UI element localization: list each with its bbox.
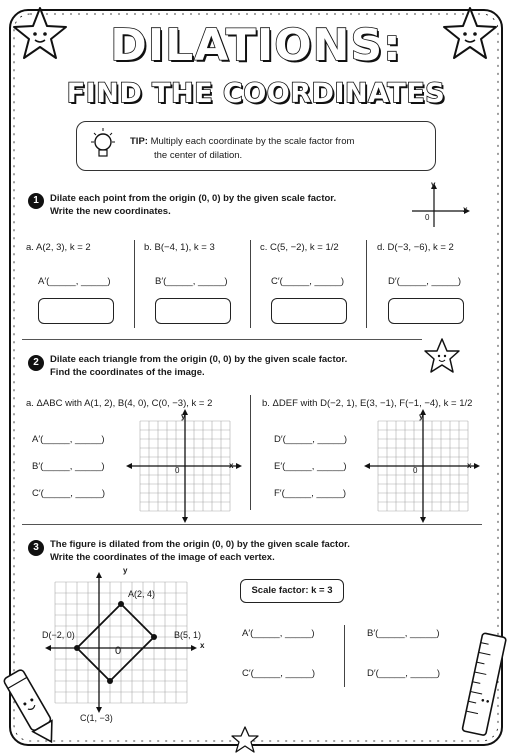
scale-factor-box: Scale factor: k = 3 (240, 579, 344, 603)
divider (250, 240, 251, 328)
figure-grid (55, 582, 187, 703)
answer-c-prime[interactable]: C′(_____, _____) (271, 276, 345, 287)
section2-instruction-line1: Dilate each triangle from the origin (0, 0) by the given scale factor. (50, 354, 348, 365)
vertex-label-d: D(−2, 0) (42, 630, 75, 640)
y-axis-label: y (419, 412, 424, 421)
page-subtitle: FIND THE COORDINATES (66, 78, 446, 109)
section1-instruction-line2: Write the new coordinates. (50, 206, 171, 217)
answer-b-prime[interactable]: B′(_____, _____) (155, 276, 228, 287)
section2-instruction-line2: Find the coordinates of the image. (50, 367, 205, 378)
x-axis-label: x (467, 461, 472, 470)
y-axis-label: y (181, 412, 186, 421)
vertex-label-b: B(5, 1) (174, 630, 202, 640)
divider (366, 240, 367, 328)
star-icon (230, 725, 260, 755)
answer-d-prime[interactable]: D′(_____, _____) (388, 276, 462, 287)
page-title: DILATIONS: (110, 20, 402, 71)
vertex-label-a: A(2, 4) (128, 589, 156, 599)
coordinate-grid (140, 421, 230, 511)
answer-a-prime[interactable]: A′(_____, _____) (242, 628, 315, 639)
answer-c-prime[interactable]: C′(_____, _____) (242, 668, 316, 679)
answer-box[interactable] (38, 298, 114, 324)
y-axis-label: y (123, 566, 128, 575)
tip-line-1: Multiply each coordinate by the scale factor from (150, 136, 355, 147)
answer-box[interactable] (155, 298, 231, 324)
pencil-icon (4, 660, 54, 750)
answer-a-prime[interactable]: A′(_____, _____) (38, 276, 111, 287)
vertex-point-c (107, 678, 113, 684)
answer-b-prime[interactable]: B′(_____, _____) (32, 461, 105, 472)
answer-f-prime[interactable]: F′(_____, _____) (274, 488, 347, 499)
answer-e-prime[interactable]: E′(_____, _____) (274, 461, 347, 472)
lightbulb-icon (88, 127, 118, 163)
mini-axes (410, 183, 470, 229)
answer-c-prime[interactable]: C′(_____, _____) (32, 488, 106, 499)
answer-d-prime[interactable]: D′(_____, _____) (274, 434, 348, 445)
vertex-label-c: C(1, −3) (80, 713, 113, 723)
origin-label: 0 (175, 466, 180, 475)
x-axis-label: x (229, 461, 234, 470)
problem-1c: c. C(5, −2), k = 1/2 (260, 242, 339, 253)
section3-instruction (50, 538, 350, 564)
section3-instruction-line1: The figure is dilated from the origin (0, 0) by the given scale factor. (50, 539, 350, 550)
section-number: 3 (28, 540, 44, 556)
answer-a-prime[interactable]: A′(_____, _____) (32, 434, 105, 445)
x-axis-label: x (463, 205, 468, 214)
ruler-icon (458, 630, 508, 740)
section2-instruction (50, 353, 347, 379)
tip-line-2: the center of dilation. (154, 150, 243, 161)
vertex-point-a (118, 601, 124, 607)
divider (250, 395, 251, 510)
section-number: 1 (28, 193, 44, 209)
section1-instruction-line1: Dilate each point from the origin (0, 0) by the given scale factor. (50, 193, 337, 204)
problem-1b: b. B(−4, 1), k = 3 (144, 242, 215, 253)
problem-2a: a. ΔABC with A(1, 2), B(4, 0), C(0, −3), k = 2 (26, 398, 213, 409)
tip-text (130, 135, 430, 163)
section-divider (22, 339, 422, 340)
section-number: 2 (28, 355, 44, 371)
section1-instruction (50, 192, 336, 218)
quadrilateral (77, 604, 154, 681)
section-divider (22, 524, 482, 525)
problem-1a: a. A(2, 3), k = 2 (26, 242, 91, 253)
section3-instruction-line2: Write the coordinates of the image of each vertex. (50, 552, 275, 563)
answer-d-prime[interactable]: D′(_____, _____) (367, 668, 441, 679)
answer-box[interactable] (388, 298, 464, 324)
origin-label: 0 (425, 213, 430, 222)
origin-label: 0 (413, 466, 418, 475)
divider (134, 240, 135, 328)
x-axis-label: x (200, 641, 205, 650)
vertex-point-d (74, 645, 80, 651)
answer-b-prime[interactable]: B′(_____, _____) (367, 628, 440, 639)
problem-2b: b. ΔDEF with D(−2, 1), E(3, −1), F(−1, −4), k = 1/2 (262, 398, 473, 409)
star-icon (422, 336, 462, 376)
problem-1d: d. D(−3, −6), k = 2 (377, 242, 454, 253)
y-axis-label: y (431, 180, 436, 189)
answer-box[interactable] (271, 298, 347, 324)
coordinate-grid (378, 421, 468, 511)
divider (344, 625, 345, 687)
vertex-point-b (151, 634, 157, 640)
origin-label: 0 (115, 645, 122, 657)
tip-label: TIP: (130, 136, 148, 147)
